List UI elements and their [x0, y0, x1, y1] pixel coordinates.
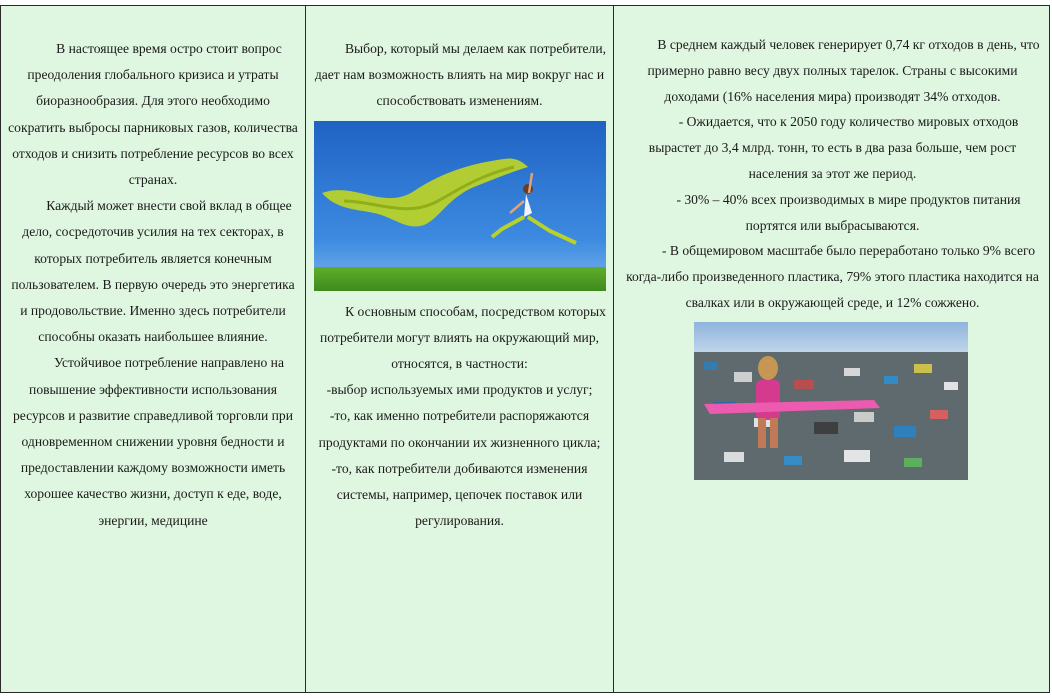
paragraph-waste-2050: - Ожидается, что к 2050 году количество мировых отходов вырастет до 3,4 млрд. тонн, то есть в два раза больше, чем рост населения за этот же период. [648, 114, 1019, 181]
paragraph-crisis: В настоящее время остро стоит вопрос преодоления глобального кризиса и утраты биоразнообразия. Для этого необходимо сократить выбросы парниковых газов, количества отходов и снизить потребление ресурсов во всех странах. [8, 41, 298, 188]
paragraph-sustainable-consumption: Устойчивое потребление направлено на повышение эффективности использования ресурсов и развитие справедливой торговли при одновременном снижении уровня бедности и предоставлении каждому возможности иметь хорошее качество жизни, доступ к еде, воде, энергии, медицине [12, 355, 293, 528]
brochure-sheet [0, 5, 1050, 693]
paragraph-contribution: Каждый может внести свой вклад в общее дело, сосредоточив усилия на тех секторах, в которых потребитель является конечным пользователем. В первую очередь это энергетика и продовольствие. Именно здесь потребители способны оказать наибольшее влияние. [11, 198, 295, 345]
paragraph-plastic-recycling: - В общемировом масштабе было переработано только 9% всего когда-либо произведенного пластика, 79% этого пластика находится на свалках или в окружающей среде, и 12% сожжено. [626, 243, 1039, 310]
paragraph-food-waste: - 30% – 40% всех производимых в мире продуктов питания портятся или выбрасываются. [676, 191, 1021, 233]
image-waste-dump [694, 322, 968, 480]
bullet-product-choice: -выбор используемых ими продуктов и услуг; [326, 382, 593, 398]
bullet-product-disposal: -то, как именно потребители распоряжаются продуктами по окончании их жизненного цикла; [318, 408, 601, 450]
paragraph-influence-ways: К основным способам, посредством которых потребители могут влиять на окружающий мир, относятся, в частности: [319, 303, 606, 372]
bullet-system-change: -то, как потребители добиваются изменения системы, например, цепочек поставок или регулирования. [331, 460, 588, 529]
column-left [1, 6, 306, 692]
paragraph-waste-per-person: В среднем каждый человек генерирует 0,74 кг отходов в день, что примерно равно весу двух полных тарелок. Страны с высокими доходами (16% населения мира) производят 34% отходов. [647, 37, 1040, 104]
paragraph-consumer-choice: Выбор, который мы делаем как потребители, дает нам возможность влиять на мир вокруг нас и способствовать изменениям. [314, 41, 607, 109]
image-jumping-woman [314, 121, 606, 291]
column-right [614, 6, 1049, 692]
column-middle [306, 6, 614, 692]
